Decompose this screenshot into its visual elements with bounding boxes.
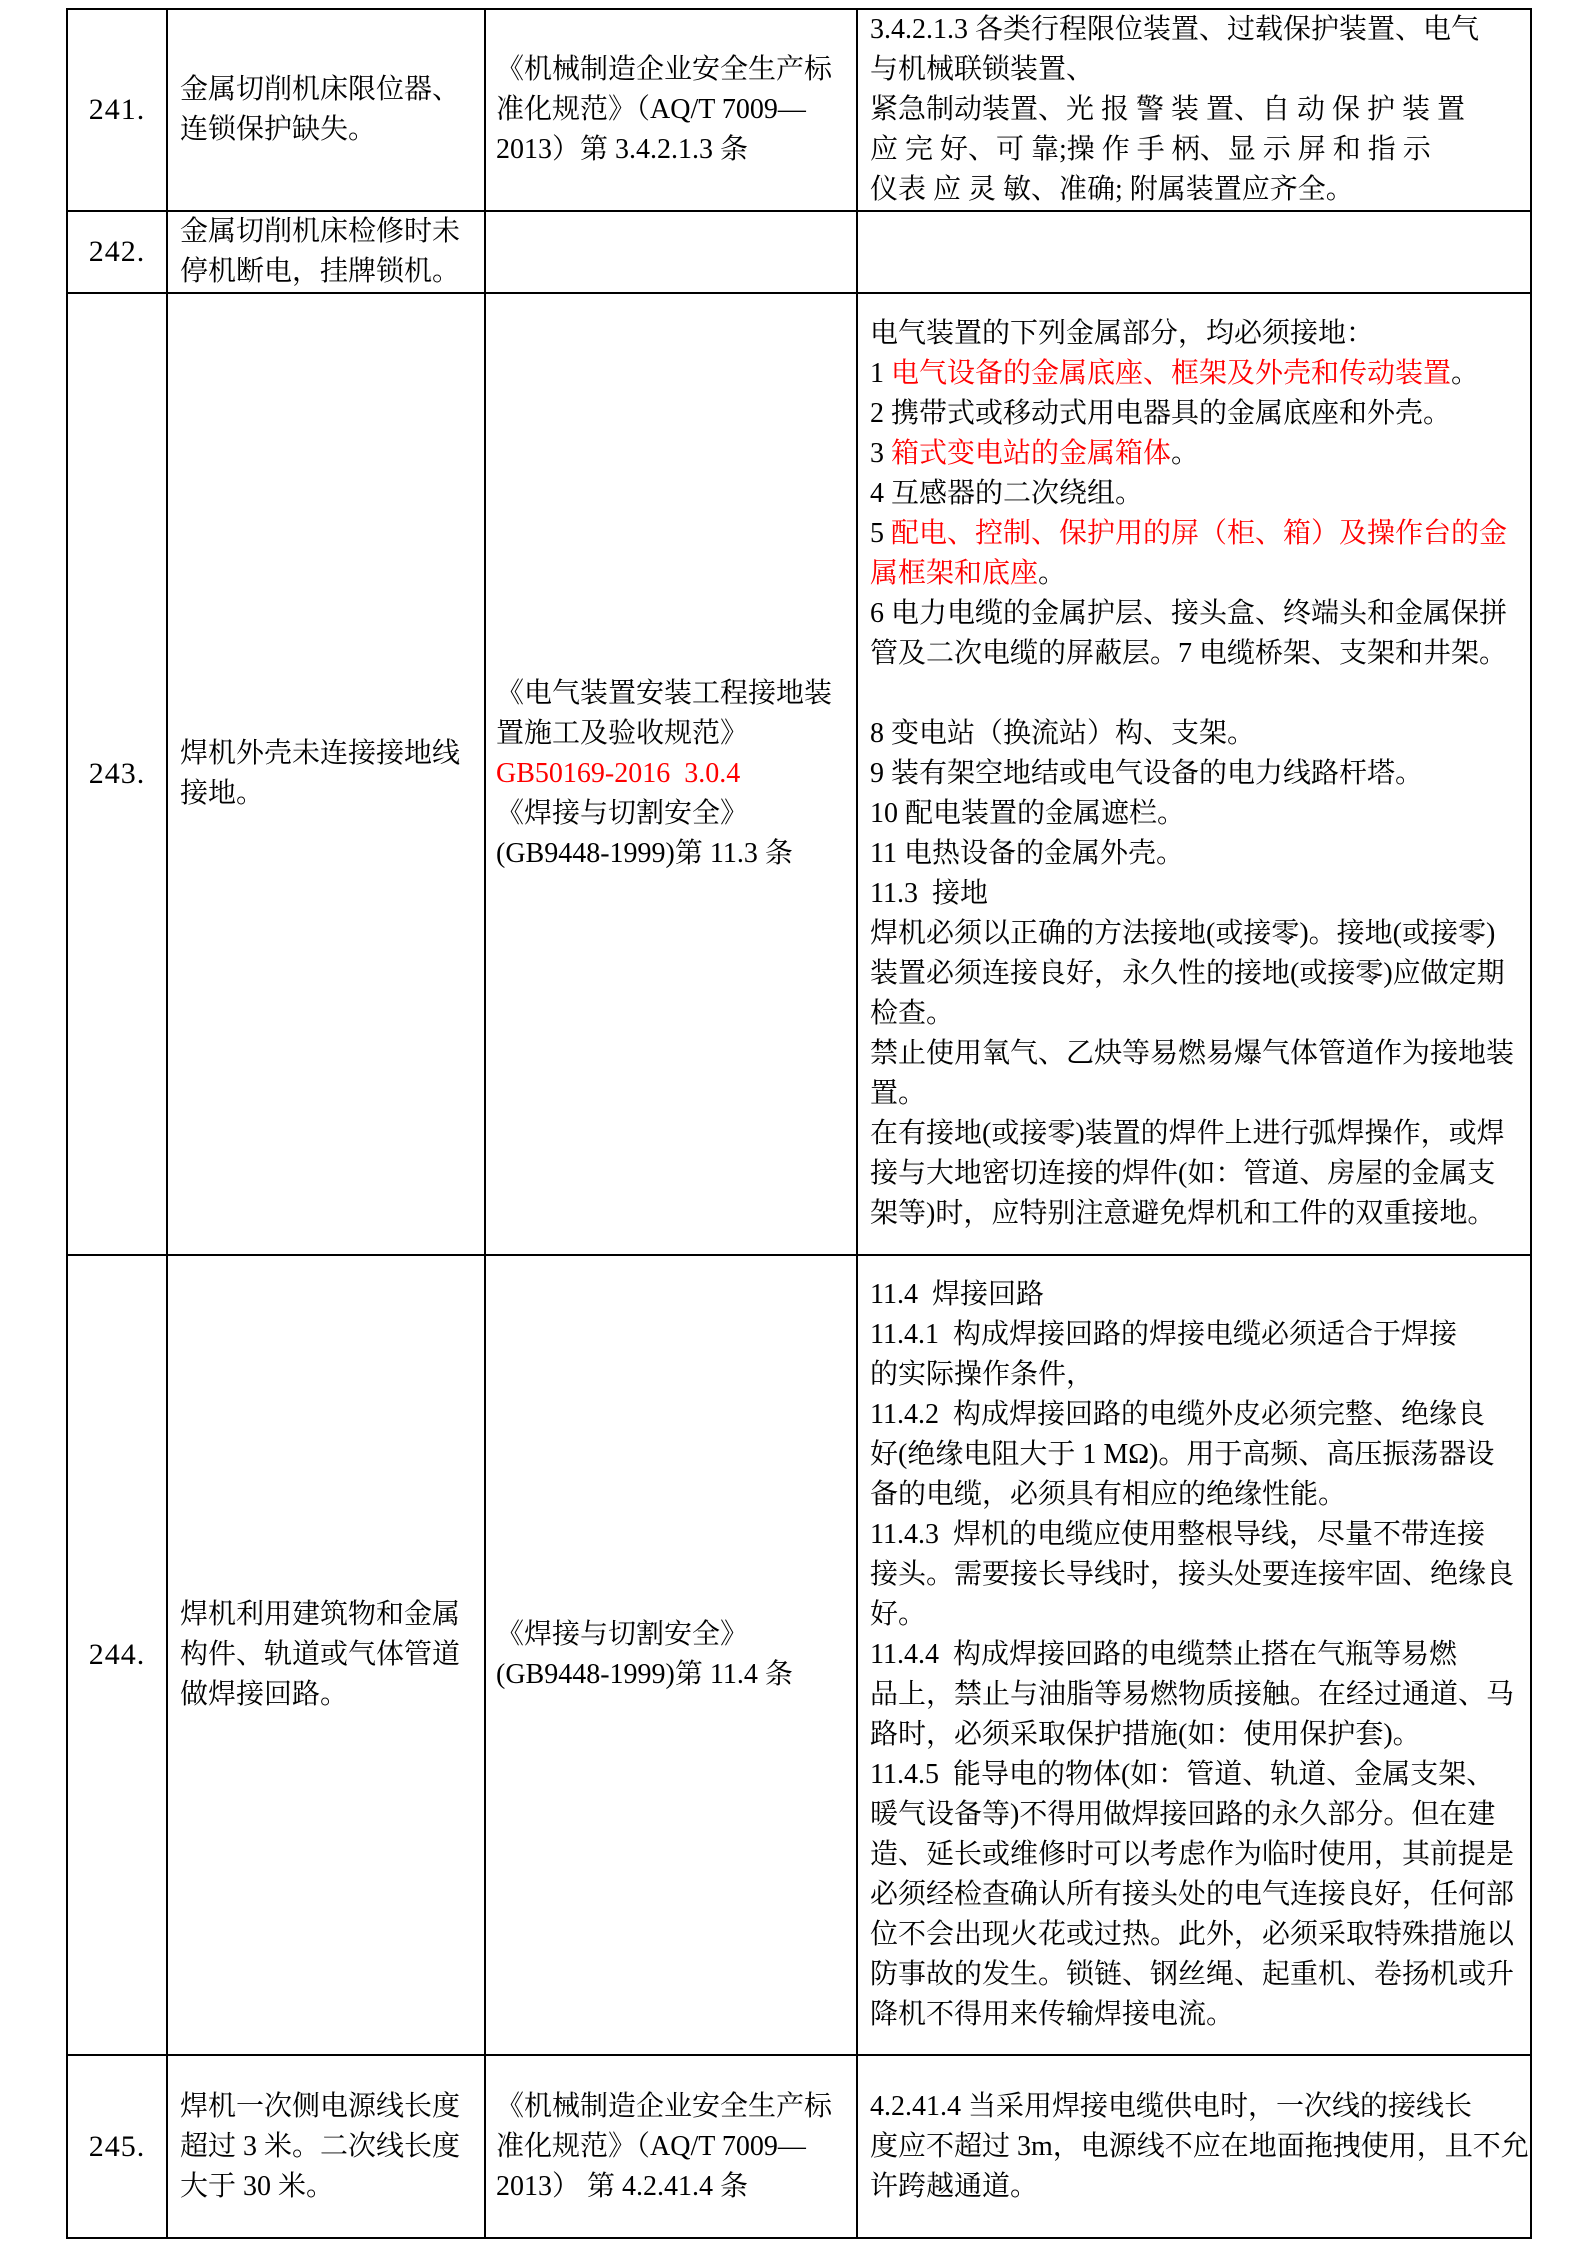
- text-segment: 防事故的发生。锁链、钢丝绳、起重机、卷扬机或升: [870, 1959, 1515, 1990]
- text-line: [870, 394, 1531, 434]
- text-segment: 5: [870, 518, 891, 549]
- text-line: [870, 1675, 1531, 1715]
- text-line: [870, 954, 1531, 994]
- reference-cell: [485, 1255, 857, 2055]
- text-segment: (GB9448-1999)第 11.4 条: [496, 1659, 793, 1690]
- text-line: [496, 2167, 857, 2207]
- reference-cell: [485, 211, 857, 293]
- requirement-cell: [857, 2055, 1531, 2238]
- description-cell: [167, 1255, 485, 2055]
- text-line: [870, 10, 1531, 50]
- text-line: [870, 1395, 1531, 1435]
- text-line: [870, 1114, 1531, 1154]
- text-segment: 焊机利用建筑物和金属: [180, 1599, 461, 1630]
- description-cell: [167, 293, 485, 1255]
- text-line: [870, 1595, 1531, 1635]
- text-line: [180, 734, 485, 774]
- text-segment: (GB9448-1999)第 11.3 条: [496, 838, 793, 869]
- text-segment: 许跨越通道。: [870, 2170, 1039, 2202]
- text-line: [870, 1995, 1531, 2035]
- text-segment: 管及二次电缆的屏蔽层。7 电缆桥架、支架和井架。: [870, 638, 1508, 669]
- row-number-cell: [67, 211, 167, 293]
- text-segment: 置。: [870, 1078, 927, 1109]
- text-segment: 的实际操作条件，: [870, 1359, 1095, 1390]
- text-line: [870, 2127, 1531, 2167]
- text-line: [870, 434, 1531, 474]
- text-line: [870, 90, 1531, 130]
- text-segment: GB50169-2016 3.0.4: [496, 758, 741, 789]
- requirement-cell: [857, 1255, 1531, 2055]
- text-segment: 6 电力电缆的金属护层、接头盒、终端头和金属保拼: [870, 598, 1508, 629]
- text-segment: 11.4 焊接回路: [870, 1279, 1044, 1310]
- text-segment: 禁止使用氧气、乙炔等易燃易爆气体管道作为接地装: [870, 1038, 1515, 1069]
- text-segment: 检查。: [870, 998, 955, 1029]
- text-segment: 11.4.2 构成焊接回路的电缆外皮必须完整、绝缘良: [870, 1399, 1485, 1430]
- text-line: [496, 2127, 857, 2167]
- text-line: [870, 314, 1531, 354]
- text-line: [870, 714, 1531, 754]
- text-line: [180, 252, 485, 292]
- text-line: [180, 212, 485, 252]
- text-line: [870, 1795, 1531, 1835]
- table-row: [67, 293, 1531, 1255]
- text-line: [870, 994, 1531, 1034]
- row-number-cell: [67, 9, 167, 211]
- row-number: 245.: [88, 2129, 146, 2163]
- text-line: [496, 674, 857, 714]
- text-segment: 4 互感器的二次绕组。: [870, 478, 1144, 509]
- text-line: [870, 874, 1531, 914]
- text-line: [870, 170, 1531, 210]
- text-segment: 1: [870, 358, 891, 389]
- text-line: [496, 834, 857, 874]
- text-line: [496, 794, 857, 834]
- text-line: [870, 674, 1531, 714]
- description-cell: [167, 2055, 485, 2238]
- text-segment: 属框架和底座: [870, 558, 1039, 589]
- text-line: [496, 754, 857, 794]
- text-segment: 11.4.5 能导电的物体(如：管道、轨道、金属支架、: [870, 1759, 1495, 1790]
- reference-cell: [485, 2055, 857, 2238]
- text-line: [870, 754, 1531, 794]
- text-segment: 置施工及验收规范》: [496, 718, 749, 749]
- text-line: [180, 2087, 485, 2127]
- text-line: [870, 834, 1531, 874]
- text-line: [180, 70, 485, 110]
- text-line: [870, 1034, 1531, 1074]
- text-line: [870, 474, 1531, 514]
- text-line: [870, 634, 1531, 674]
- text-segment: 11.4.4 构成焊接回路的电缆禁止搭在气瓶等易燃: [870, 1639, 1457, 1670]
- table-row: [67, 1255, 1531, 2055]
- text-segment: 。: [1038, 558, 1067, 589]
- text-segment: 10 配电装置的金属遮栏。: [870, 798, 1186, 829]
- text-line: [870, 1194, 1531, 1234]
- text-line: [870, 1955, 1531, 1995]
- text-line: [68, 232, 166, 272]
- text-segment: 箱式变电站的金属箱体: [891, 438, 1172, 469]
- text-line: [870, 1275, 1531, 1315]
- row-number: 244.: [88, 1638, 146, 1671]
- text-segment: 连锁保护缺失。: [180, 114, 377, 145]
- text-segment: 接地。: [180, 778, 265, 809]
- requirement-cell: [857, 293, 1531, 1255]
- text-line: [870, 514, 1531, 554]
- requirement-cell: [857, 211, 1531, 293]
- text-line: [870, 914, 1531, 954]
- text-segment: 紧急制动装置、光 报 警 装 置、自 动 保 护 装 置: [870, 94, 1466, 125]
- text-line: [870, 1835, 1531, 1875]
- text-line: [870, 1755, 1531, 1795]
- text-line: [180, 2127, 485, 2167]
- text-segment: 3.4.2.1.3 各类行程限位装置、过载保护装置、电气: [870, 14, 1480, 45]
- text-segment: 装置必须连接良好，永久性的接地(或接零)应做定期: [870, 958, 1505, 989]
- row-number-cell: [67, 1255, 167, 2055]
- text-segment: 11 电热设备的金属外壳。: [870, 838, 1184, 869]
- text-line: [180, 774, 485, 814]
- text-line: [496, 2087, 857, 2127]
- text-line: [180, 2167, 485, 2207]
- text-line: [870, 1435, 1531, 1475]
- text-segment: 构件、轨道或气体管道: [180, 1639, 461, 1670]
- text-line: [870, 2167, 1531, 2207]
- text-line: [870, 594, 1531, 634]
- table-row: [67, 9, 1531, 211]
- text-segment: 金属切削机床检修时未: [180, 216, 461, 247]
- text-segment: 2013） 第 4.2.41.4 条: [496, 2170, 749, 2202]
- text-segment: 4.2.41.4 当采用焊接电缆供电时，一次线的接线长: [870, 2090, 1473, 2122]
- text-segment: 位不会出现火花或过热。此外，必须采取特殊措施以: [870, 1919, 1515, 1950]
- text-segment: 焊机一次侧电源线长度: [180, 2090, 461, 2122]
- table-row: [67, 211, 1531, 293]
- text-line: [870, 2087, 1531, 2127]
- text-line: [68, 754, 166, 794]
- text-line: [496, 90, 857, 130]
- text-segment: 8 变电站（换流站）构、支架。: [870, 718, 1256, 749]
- text-line: [68, 2127, 166, 2167]
- text-line: [870, 1154, 1531, 1194]
- text-line: [870, 1355, 1531, 1395]
- text-segment: 2 携带式或移动式用电器具的金属底座和外壳。: [870, 398, 1452, 429]
- text-segment: 准化规范》（AQ/T 7009—: [496, 94, 806, 125]
- text-line: [496, 714, 857, 754]
- text-segment: 电气装置的下列金属部分，均必须接地：: [870, 318, 1375, 349]
- text-line: [496, 1615, 857, 1655]
- text-line: [68, 90, 166, 130]
- text-segment: 3: [870, 438, 891, 469]
- text-line: [870, 1635, 1531, 1675]
- text-segment: 配电、控制、保护用的屏（柜、箱）及操作台的金: [891, 518, 1508, 549]
- hazard-table-body: [67, 9, 1531, 2238]
- text-segment: 大于 30 米。: [180, 2170, 335, 2202]
- text-segment: 电气设备的金属底座、框架及外壳和传动装置: [891, 358, 1452, 389]
- text-segment: 路时，必须采取保护措施(如：使用保护套)。: [870, 1719, 1421, 1750]
- text-segment: 焊机外壳未连接接地线: [180, 738, 461, 769]
- text-segment: 造、延长或维修时可以考虑作为临时使用，其前提是: [870, 1839, 1515, 1870]
- requirement-cell: [857, 9, 1531, 211]
- text-line: [870, 1074, 1531, 1114]
- row-number: 243.: [88, 757, 146, 790]
- text-segment: 接头。需要接长导线时，接头处要连接牢固、绝缘良: [870, 1559, 1515, 1590]
- text-segment: 架等)时，应特别注意避免焊机和工件的双重接地。: [870, 1198, 1496, 1229]
- reference-cell: [485, 9, 857, 211]
- text-line: [870, 794, 1531, 834]
- text-segment: 好(绝缘电阻大于 1 MΩ)。用于高频、高压振荡器设: [870, 1439, 1495, 1470]
- row-number-cell: [67, 293, 167, 1255]
- text-segment: 应 完 好、可 靠;操 作 手 柄、显 示 屏 和 指 示: [870, 134, 1431, 165]
- text-line: [496, 50, 857, 90]
- text-segment: 仪表 应 灵 敏、准确; 附属装置应齐全。: [870, 174, 1354, 205]
- text-line: [870, 354, 1531, 394]
- text-segment: 。: [1451, 358, 1480, 389]
- text-segment: 暖气设备等)不得用做焊接回路的永久部分。但在建: [870, 1799, 1496, 1830]
- text-segment: 准化规范》（AQ/T 7009—: [496, 2130, 806, 2162]
- text-line: [870, 1555, 1531, 1595]
- text-line: [870, 1475, 1531, 1515]
- text-line: [870, 1315, 1531, 1355]
- text-segment: 焊机必须以正确的方法接地(或接零)。接地(或接零): [870, 918, 1496, 949]
- text-segment: 备的电缆，必须具有相应的绝缘性能。: [870, 1479, 1347, 1510]
- text-segment: 与机械联锁装置、: [870, 54, 1095, 85]
- text-segment: 降机不得用来传输焊接电流。: [870, 1999, 1235, 2030]
- text-line: [496, 1655, 857, 1695]
- text-segment: 接与大地密切连接的焊件(如：管道、房屋的金属支: [870, 1158, 1496, 1189]
- text-segment: 11.3 接地: [870, 878, 988, 909]
- row-number-cell: [67, 2055, 167, 2238]
- text-segment: 《机械制造企业安全生产标: [496, 54, 833, 85]
- row-number: 241.: [88, 93, 146, 126]
- text-segment: 《焊接与切割安全》: [496, 798, 749, 829]
- text-segment: 在有接地(或接零)装置的焊件上进行弧焊操作，或焊: [870, 1118, 1505, 1149]
- text-segment: 超过 3 米。二次线长度: [180, 2130, 461, 2162]
- text-segment: 《电气装置安装工程接地装: [496, 678, 833, 709]
- text-line: [870, 1715, 1531, 1755]
- text-segment: 品上，禁止与油脂等易燃物质接触。在经过通道、马: [870, 1679, 1515, 1710]
- text-line: [496, 130, 857, 170]
- text-line: [180, 1595, 485, 1635]
- text-segment: 11.4.3 焊机的电缆应使用整根导线，尽量不带连接: [870, 1519, 1485, 1550]
- text-segment: 。: [1171, 438, 1200, 469]
- text-segment: 必须经检查确认所有接头处的电气连接良好，任何部: [870, 1879, 1515, 1910]
- table-row: [67, 2055, 1531, 2238]
- text-line: [870, 1515, 1531, 1555]
- text-segment: 金属切削机床限位器、: [180, 74, 461, 105]
- text-segment: 《焊接与切割安全》: [496, 1619, 749, 1650]
- text-segment: 好。: [870, 1599, 927, 1630]
- text-segment: 9 装有架空地结或电气设备的电力线路杆塔。: [870, 758, 1424, 789]
- text-segment: 度应不超过 3m，电源线不应在地面拖拽使用，且不允: [870, 2130, 1529, 2162]
- row-number: 242.: [88, 235, 146, 268]
- text-line: [180, 110, 485, 150]
- text-line: [870, 1915, 1531, 1955]
- text-line: [68, 1635, 166, 1675]
- text-segment: 11.4.1 构成焊接回路的焊接电缆必须适合于焊接: [870, 1319, 1457, 1350]
- text-segment: 《机械制造企业安全生产标: [496, 2090, 833, 2122]
- description-cell: [167, 211, 485, 293]
- text-line: [870, 50, 1531, 90]
- hazard-table: [66, 8, 1532, 2239]
- reference-cell: [485, 293, 857, 1255]
- description-cell: [167, 9, 485, 211]
- text-line: [870, 1875, 1531, 1915]
- text-line: [870, 130, 1531, 170]
- text-segment: 2013）第 3.4.2.1.3 条: [496, 134, 749, 165]
- text-line: [180, 1635, 485, 1675]
- text-line: [180, 1675, 485, 1715]
- text-segment: 做焊接回路。: [180, 1679, 349, 1710]
- text-line: [870, 554, 1531, 594]
- text-segment: 停机断电，挂牌锁机。: [180, 256, 461, 287]
